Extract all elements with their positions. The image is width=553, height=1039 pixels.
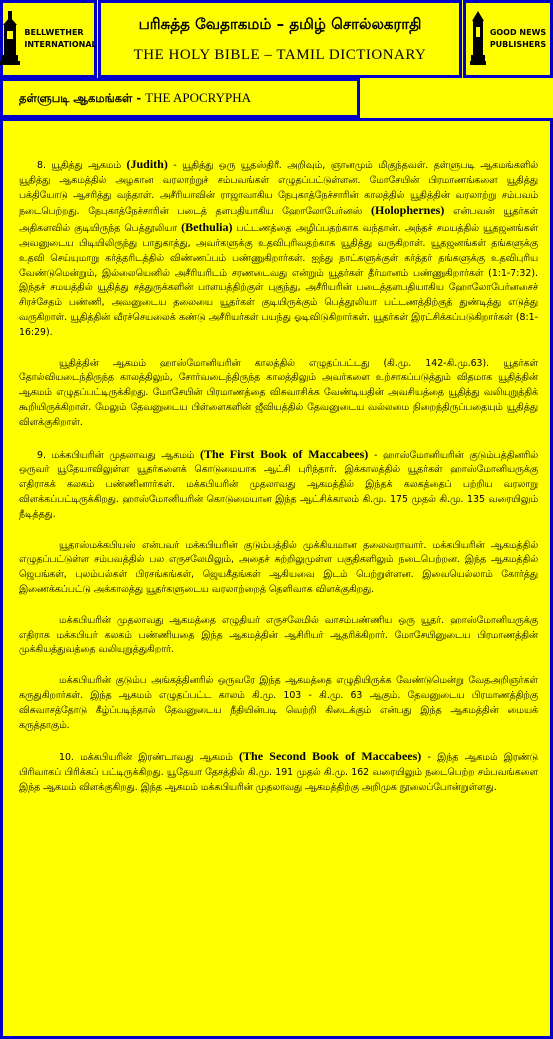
section-title-english: THE APOCRYPHA xyxy=(145,90,251,105)
paragraph-judith: 8. யூதித்து ஆகமம் (Judith) - யூதித்து ஒரு யூதஸ்திரீ. அறிவும், ஞானமும் மிகுந்தவள். தள்ளுபடி ஆகமங்களில் யூதித்து ஆகமத்தில் அழகான வரலாற்றுச் சம்பவங்கள் எழுதப்பட்டுள்ளன. மோசேயின் பிரமாணங்களை யூதித்து பக்தியோடு ஆசரித்து வந்தாள். அசீரியாவின் ராஜாவாகிய நேபுகாத்நேச்சாரின் காலத்தில் யூதித்தின் வரலாற்று சம்பவம் நடைபெற்றது. நேபுகாத்நேச்சாரின் படைத் தளபதியாகிய ஹோலோபேர்னஸ் (Holophernes) என்பவன் யூதர்கள் அதிகளவில் குடியிருந்த பெத்தூலியா (Bethulia) பட்டணத்தை அழிப்பதற்காக வந்தான். அந்தச் சமயத்தில் யூதஜனங்கள் அவனுடைய பிடியிலிருந்து பாதுகாத்து, அவர்களுக்கு உதவிபுரிவதற்காக யூதித்து வருகிறாள். யூதஜனங்கள் தங்களுக்கு உதவி செய்யுமாறு கர்த்தரிடத்தில் விண்ணப்பம் பண்ணுகிறார்கள். ஐந்து நாட்களுக்குள் கர்த்தர் தங்களுக்கு உதவிபுரிய வேண்டுமென்றும், இல்லையெனில் அசீரியரிடம் சரணடைவது என்றும் யூதர்கள் தீர்மானம் பண்ணுகிறார்கள் (1:1-7:32). இந்தச் சமயத்தில் யூதித்து சத்துருக்களின் பாளயத்திற்குள் புகுந்து, அசீரியரின் படைத்தளபதியாகிய ஹோலோபேர்னசைச் சிரச்சேதம் பண்ணி, அவனுடைய தலையை யூதர்கள் குடியிருக்கும் பெத்தூலியா பட்டணத்திற்குத் துண்டித்து எடுத்து வருகிறாள். யூதித்தின் வீரச்செயலைக் கண்டு அசீரியர்கள் பயந்து ஓடிவிடுகிறார்கள். யூதர்கள் இரட்சிக்கப்படுகிறார்கள் (8:1-16:29). xyxy=(19,157,539,338)
logo-right-line2: PUBLISHERS xyxy=(489,40,547,49)
bell-tower-icon xyxy=(0,11,20,67)
content-area xyxy=(0,118,553,1039)
book-tower-icon xyxy=(470,11,486,67)
logo-right-line1: GOOD NEWS xyxy=(489,28,547,37)
section-header xyxy=(0,78,360,118)
paragraph-judas-maccabeus: யூதாஸ்மக்கபியஸ் என்பவர் மக்கபியரின் குடும்பத்தில் முக்கியமான தலைவராவார். மக்கபியரின் ஆகமத்தில் எழுதப்பட்டுள்ள சம்பவத்தில் பல எருசலேமிலும், அதைச் சுற்றிலுமுள்ள பகுதிகளிலும் நடைபெற்றன. இந்த ஆகமத்தில் ஜெபங்கள், புலம்பல்கள் பிரசங்கங்கள், ஜெயகீதங்கள் ஆகியவை இடம் பெற்றுள்ளன. இவையெல்லாம் கோர்த்து இணைக்கப்பட்டு அக்காலத்து யூதர்களுடைய வரலாற்றைத் தெளிவாக விளக்குகிறது. xyxy=(19,539,538,595)
section-title xyxy=(3,81,357,107)
title-english: THE HOLY BIBLE – TAMIL DICTIONARY xyxy=(133,47,427,63)
title-tamil: பரிசுத்த வேதாகமம் – தமிழ் சொல்லகராதி xyxy=(138,15,422,33)
title-banner xyxy=(98,0,462,78)
section-title-tamil: தள்ளுபடி ஆகமங்கள் xyxy=(19,91,133,105)
paragraph-first-maccabees-author: மக்கபியரின் முதலாவது ஆகமத்தை எழுதியர் எருசலேமில் வாசம்பண்ணிய ஒரு யூதர். ஹாஸ்மோனியருக்கு எதிராக மக்கபியர் கலகம் பண்ணியதை இந்த ஆகமத்தின் ஆசிரியர் ஆதரிக்கிறார். மோசேயினுடைய பிரமாணத்தின் முக்கியத்துவத்தை வலியுறுத்துகிறார். xyxy=(19,614,538,656)
paragraph-first-maccabees-date: மக்கபியரின் குடும்ப அங்கத்தினரில் ஒருவரே இந்த ஆகமத்தை எழுதியிருக்க வேண்டுமென்று வேதஅறிஞர்கள் கருதுகிறார்கள். இந்த ஆகமம் எழுதப்பட்ட காலம் கி.மு. 103 - கி.மு. 63 ஆகும். தேவனுடைய பிரமாணத்திற்கு விசுவாசத்தோடு கீழ்ப்படிந்தால் தேவனுடைய நீதியின்படி வெற்றி கிடைக்கும் என்பது இந்த ஆகமத்தின் மையக் கருத்தாகும். xyxy=(19,675,538,731)
paragraph-judith-date: யூதித்தின் ஆகமம் ஹாஸ்மோனியரின் காலத்தில் எழுதப்பட்டது (கி.மு. 142-கி.மு.63). யூதர்கள் தோல்வியடைந்திருந்த காலத்திலும், சோர்வடைந்திருந்த காலத்திலும் அவர்களை உற்சாகப்படுத்தும் விதமாக யூதித்தின் ஆகமம் எழுதப்பட்டிருக்கிறது. மோசேயின் பிரமாணத்தை விசுவாசிக்க வேண்டியதின் அவசியத்தை யூதித்து வலியுறுத்திக் கூறியிருக்கிறாள். மேலும் தேவனுடைய பிள்ளைகளின் ஜீவியத்தில் தேவனுடைய வல்லமை நிறைந்திருப்பதையும் யூதித்து விளக்குகிறாள். xyxy=(19,357,538,428)
good-news-logo[interactable] xyxy=(463,0,553,78)
paragraph-first-maccabees: 9. மக்கபியரின் முதலாவது ஆகமம் (The First Book of Maccabees) - ஹாஸ்மோனியரின் குடும்பத்தினரில் ஒருவர் யூதேயாவிலுள்ள யூதர்களைக் கொடுமையாக ஆட்சி புரிந்தார். இக்காலத்தில் யூதர்கள் ஹாஸ்மோனியருக்கு எதிராகக் கலகம் பண்ணினார்கள். மக்கபியரின் முதலாவது ஆகமத்தில் இந்தக் கலகத்தைப் பற்றிய வரலாறு விளக்கப்பட்டிருக்கிறது. ஹாஸ்மோனியரின் கொடுமையான இந்த ஆட்சிக்காலம் கி.மு. 175 முதல் கி.மு. 135 வரையிலும் நீடித்தது. xyxy=(19,446,538,520)
section-title-dash: - xyxy=(132,91,146,105)
logo-left-line2: INTERNATIONAL xyxy=(24,40,97,49)
logo-left-line1: BELLWETHER xyxy=(24,28,84,37)
paragraph-second-maccabees: 10. மக்கபியரின் இரண்டாவது ஆகமம் (The Second Book of Maccabees) - இந்த ஆகமம் இரண்டு பிரிவாகப் பிரிக்கப் பட்டிருக்கிறது. யூதேயா தேசத்தில் கி.மு. 191 முதல் கி.மு. 162 வரையிலும் நடைபெற்ற சம்பவங்களை இந்த ஆகமம் விளக்குகிறது. இந்த ஆகமம் மக்கபியரின் முதலாவது ஆகமத்திற்கு அறிமுக நூலைப்போன்றுள்ளது. xyxy=(19,749,538,793)
bellwether-logo[interactable] xyxy=(0,0,97,78)
